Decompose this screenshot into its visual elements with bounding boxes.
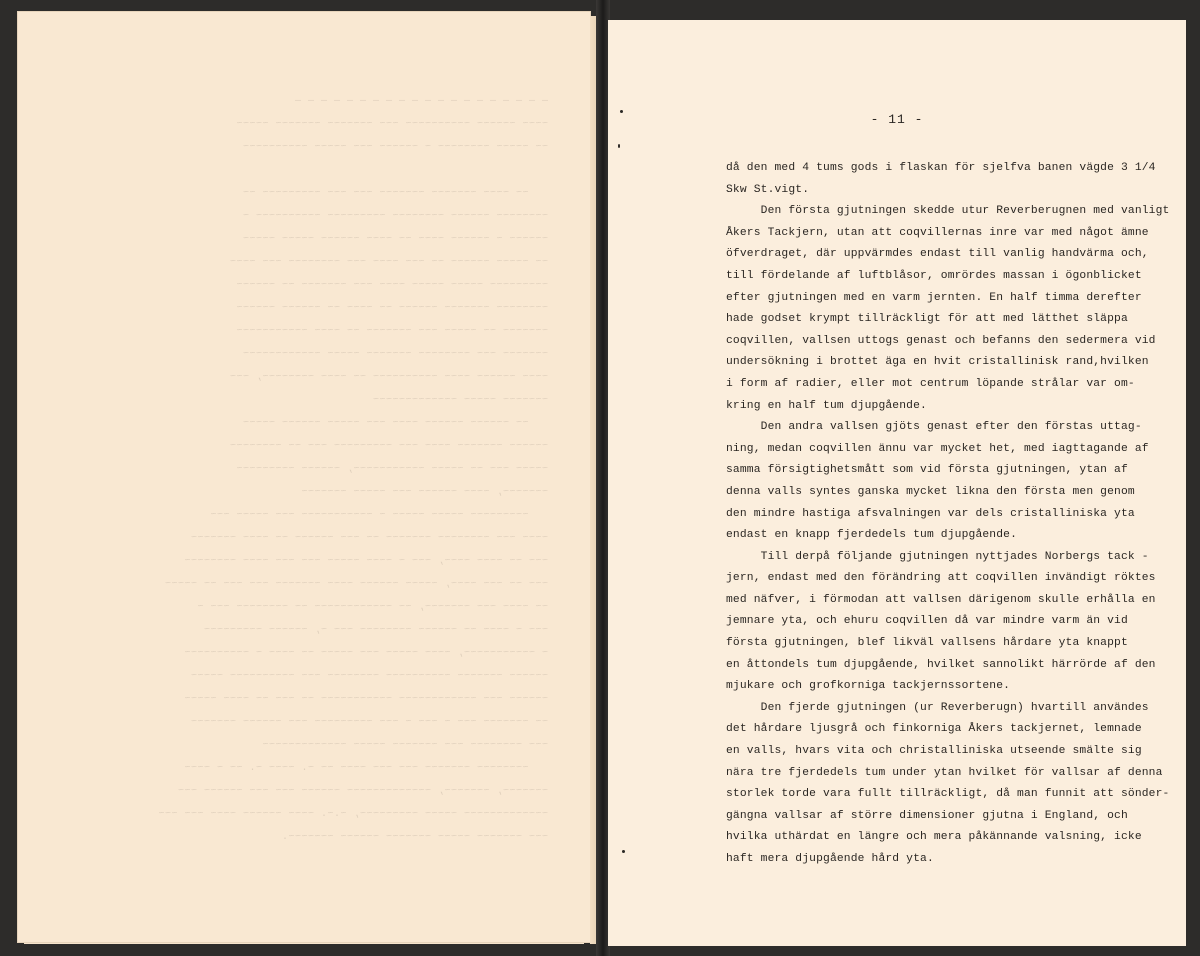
text-line: denna valls syntes ganska mycket likna den första men genom <box>726 485 1135 498</box>
text-line: Åkers Tackjern, utan att coqvillernas inre var med något ämne <box>726 226 1149 239</box>
text-line: jemnare yta, och ehuru coqvillen då var mindre varm än vid <box>726 615 1128 628</box>
text-line: hade godset krympt tillräckligt för att med lätthet släppa <box>726 313 1128 326</box>
text-line: ning, medan coqvillen ännu var mycket het, med iagttagande af <box>726 442 1149 455</box>
bleed-through-text: — — — — — — — — — — — — — — — — — — — — ~~~~ ~~~~~~ ~~~~~~~~~~ ~~~ ~~~~~~~ ~~~~~~~ ~~~~~ ~~ ~~~~~ ~~~~~~~~ ~ ~~~~~~ ~~~ ~~~~~ ~~~~~~~~~~ ~~ ~~~~ ~~~~~~~ ~~~~~~~ ~~~ ~~~ ~~~~~~~~~ ~~ ~~~~~~~~ ~~~~~~ ~~~~~~~~ ~~~~~~~~~ ~~~~~~~~~~ ~ ~~~~~~ ~ ~~~~~~ ~~~~ ~~ ~~~~ ~~~~~~ ~~~~~ ~~~~~ ~~ ~~~~~ ~~~~~~ ~~ ~~~ ~~~~ ~~~ ~~~~~~~~ ~~~ ~~~~ ~~~~~~~~~ ~~~~~ ~~~~~ ~~~~ ~~~ ~~~~~~~ ~~ ~~~~~~ ~~~~~~~~ ~~~~~~~ ~~~~~~ ~~ ~~~~ ~~ ~~~~~~ ~~~~~~ ~~~~~~~ ~~ ~~~~~ ~~~ ~~~~~~~ ~~ ~~~~ ~~~~~~~~~~~ ~~~~~~~ ~~~ ~~~~~~~~ ~~~~~~~ ~~~~~ ~~~~~~~~~~~~ ~~~~ ~~~~~~ ~~~~ ~~~~~~~~~~ ~~ ~~~~ ~~~~~~~~, ~~~ ~~~~~~~ ~~~~~ ~~~~~~~~~~~~~ ~~ ~~~~~~ ~~~~~~ ~~~~ ~~~ ~~~~~ ~~~~~~ ~~~~~ ~~~~~~ ~~~~~~~ ~~~~ ~~~ ~~~~~~~~~ ~~~ ~~ ~~~~~~~~ ~~~~~ ~~~ ~~ ~~~~~ ~~~~~~~~~~~, ~~~~~~ ~~~~~~~~~ ~~~~~~~, ~~~~ ~~~~~~ ~~~ ~~~~~ ~~~~~~~ ~~~~~~~~~ ~~~~~ ~~~~~ ~ ~~~~~~~~~~~ ~~~ ~~~~~ ~~~ ~~~~ ~~~ ~~~~~~~~ ~~~~~~~ ~~ ~~~ ~~~~~~ ~~ ~~~~ ~~~~~~~ ~~~ ~~ ~~~~ ~~~~, ~~~ ~ ~~~~ ~~~~~ ~~~ ~~~ ~~~~ ~~~~~~~~ ~~~ ~~ ~~~ ~~~~, ~~~~~ ~~~~~~ ~~~~ ~~~~~~~ ~~~ ~~~ ~~ ~~~~~ ~~ ~~~~ ~~~ ~~~~~~~, ~~ ~~~~~~~~~~~~ ~~ ~~~~~~~~ ~~~ ~ ~~~ ~ ~~~~ ~~ ~~~~~~ ~~~~~~~~ ~~~ ~, ~~~~~~ ~~~~~~~~~ ~ ~~~~~~~~~~~, ~~~~ ~~~~~ ~~~ ~~~~~ ~~ ~~~~ ~ ~~~~~~~~~~ ~~~~~~ ~~~~~~~ ~~~~~~~~~~ ~~~~~~~~ ~~~ ~~~~~~~~~~ ~~~~~ ~~~~~~ ~~~ ~~~~~~~~~~~~ ~~~~~~~~~~~ ~~ ~~~ ~~ ~~~~ ~~~~~ ~~ ~~~~~~~ ~~~ ~ ~~~ ~ ~~~ ~~~~~~~~~ ~~~ ~~~~~~ ~~~~~~~ ~~~ ~~~~~~~~ ~~~ ~~~~~~~ ~~~~~ ~~~~~~~~~~~~~ ~~~~~~~~ ~~~~~~~ ~~~ ~~~ ~~~~ ~~ ~. ~~~~ ~. ~~ ~ ~~~~ ~~~~~~~, ~~~~~~~, ~~~~~~~~~~~~~ ~~~~~~ ~~~ ~~~ ~~~~~~ ~~~ ~~~~~~~~~~~~~ ~~~~~ ~~~~~~~~~, ~.~. ~~~~ ~~~~~~ ~~~~ ~~~ ~~~ ~~~ ~~~~~~~ ~~~~~ ~~~~~~~ ~~~~~~ ~~~~~~~. <box>157 96 548 843</box>
text-line: mjukare och grofkorniga tackjernssortene. <box>726 680 1011 693</box>
text-line: kring en half tum djupgående. <box>726 399 927 412</box>
text-line: med näfver, i förmodan att vallsen därigenom skulle erhålla en <box>726 593 1156 606</box>
text-line: coqvillen, vallsen uttogs genast och befanns den sedermera vid <box>726 334 1156 347</box>
text-line: Till derpå följande gjutningen nyttjades Norbergs tack - <box>726 550 1149 563</box>
text-line: Den fjerde gjutningen (ur Reverberugn) hvartill användes <box>726 701 1149 714</box>
text-line: en valls, hvars vita och christalliniska utseende smälte sig <box>726 745 1142 758</box>
text-line: efter gjutningen med en varm jernten. En half timma derefter <box>726 291 1142 304</box>
text-line: i form af radier, eller mot centrum löpande strålar var om- <box>726 377 1135 390</box>
text-line: öfverdraget, där uppvärmdes endast till vanlig handvärma och, <box>726 248 1149 261</box>
text-line: Den andra vallsen gjöts genast efter den förstas uttag- <box>726 421 1142 434</box>
text-line: endast en knapp fjerdedels tum djupgående. <box>726 529 1018 542</box>
left-page <box>18 12 590 942</box>
text-line: storlek torde vara fullt tillräckligt, då man funnit att sönder- <box>726 788 1170 801</box>
text-line: då den med 4 tums gods i flaskan för sjelfva banen vägde 3 1/4 <box>726 162 1156 174</box>
page-body-text <box>726 158 1170 871</box>
text-line: den mindre hastiga afsvalningen var dels cristalliniska yta <box>726 507 1135 520</box>
text-line: det hårdare ljusgrå och finkorniga Åkers tackjernet, lemnade <box>726 723 1142 736</box>
text-line: Den första gjutningen skedde utur Reverberugnen med vanligt <box>726 205 1170 218</box>
text-line: haft mera djupgående hård yta. <box>726 853 934 865</box>
text-line: gängna vallsar af större dimensioner gjutna i England, och <box>726 809 1128 822</box>
text-line: undersökning i brottet äga en hvit cristallinisk rand,hvilken <box>726 356 1149 369</box>
text-line: till fördelande af luftblåsor, omrördes massan i ögonblicket <box>726 269 1142 282</box>
text-line: Skw St.vigt. <box>726 183 810 196</box>
text-line: jern, endast med den förändring att coqvillen invändigt röktes <box>726 572 1156 585</box>
text-line: nära tre fjerdedels tum under ytan hvilket för vallsar af denna <box>726 766 1163 779</box>
page-number: - 11 - <box>870 112 924 127</box>
ink-mark <box>622 850 625 853</box>
ink-mark <box>618 144 620 148</box>
text-line: en åttondels tum djupgående, hvilket sannolikt härrörde af den <box>726 658 1156 671</box>
ink-mark <box>620 110 623 113</box>
text-line: första gjutningen, blef likväl vallsens hårdare yta knappt <box>726 637 1128 650</box>
text-line: samma försigtighetsmått som vid första gjutningen, ytan af <box>726 464 1128 477</box>
right-page <box>608 20 1186 946</box>
text-line: hvilka uthärdat en längre och mera påkännande valsning, icke <box>726 831 1142 844</box>
